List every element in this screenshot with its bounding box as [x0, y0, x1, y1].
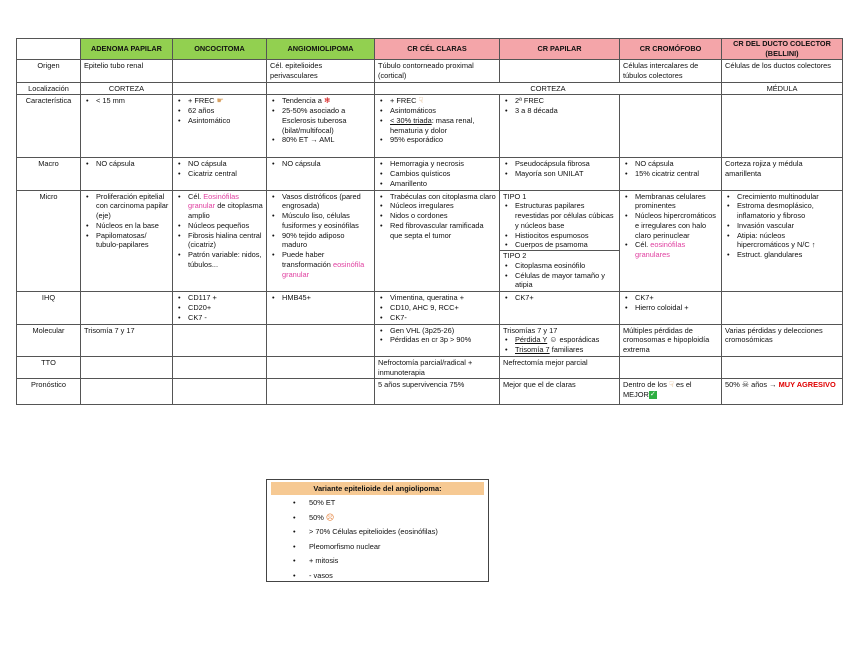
row-label: IHQ [17, 292, 81, 324]
list-item: • Pérdida Y ☺ esporádicas [515, 335, 616, 345]
type-1-heading: TIPO 1 [503, 191, 527, 201]
list-item: • > 70% Células epitelioides (eosinófilas) [309, 527, 488, 536]
cell [173, 190, 267, 292]
col-oncocitoma: ONCOCITOMA [173, 39, 267, 60]
cell: Células de los ductos colectores [722, 60, 843, 83]
list-item: • Estruct. glandulares [737, 250, 839, 260]
list-item: • NO cápsula [635, 159, 718, 169]
cell [620, 190, 722, 292]
list-item: • Cél. eosinófilas granulares [635, 240, 718, 260]
cell [267, 292, 375, 324]
list-item: • CK7- [390, 313, 496, 323]
face-icon: ☺ [549, 335, 558, 345]
list-item: • Núcleos irregulares [390, 201, 496, 211]
list-item: • Cicatriz central [188, 169, 263, 179]
list-item: • Nidos o cordones [390, 211, 496, 221]
cell: Dentro de los ☟ es el MEJOR✓ [620, 379, 722, 405]
list-item: • Núcleos en la base [96, 221, 169, 231]
cell [267, 82, 375, 95]
face-icon: ☹ [325, 512, 335, 522]
row-micro [17, 190, 843, 292]
list-item: • - vasos [309, 571, 488, 580]
row-localizacion [17, 82, 843, 95]
cell: Cél. epitelioides perivasculares [267, 60, 375, 83]
row-macro [17, 158, 843, 190]
cell [267, 190, 375, 292]
list-item: • 2ª FREC [515, 96, 616, 106]
cell [500, 95, 620, 158]
list-item: • 62 años [188, 106, 263, 116]
blood-drop-icon: ❄ [323, 96, 331, 106]
list-item: • + FREC ☛ [188, 96, 263, 106]
cell: Epitelio tubo renal [81, 60, 173, 83]
cell [173, 95, 267, 158]
col-angiomiolipoma: ANGIOMIOLIPOMA [267, 39, 375, 60]
cell [173, 158, 267, 190]
check-icon: ✓ [649, 391, 656, 399]
list-item: • Hierro coloidal + [635, 303, 718, 313]
row-pronostico [17, 379, 843, 405]
cell [375, 292, 500, 324]
list-item: • Tendencia a ❄ [282, 96, 371, 106]
cell: CORTEZA [81, 82, 173, 95]
row-label: Molecular [17, 324, 81, 356]
cell: CORTEZA [375, 82, 722, 95]
cell [620, 292, 722, 324]
cell: Varias pérdidas y delecciones cromosómicas [722, 324, 843, 356]
list-item: • Cél. Eosinófilas granular de citoplasma amplio [188, 192, 263, 221]
cell [81, 356, 173, 379]
cell: 50% ☠ años → MUY AGRESIVO [722, 379, 843, 405]
cell [500, 158, 620, 190]
list-item: • 95% esporádico [390, 135, 496, 145]
list-item: • Estructuras papilares revestidas por células cúbicas y núcleos base [515, 201, 616, 230]
cell: Múltiples pérdidas de cromosomas e hipoploidía extrema [620, 324, 722, 356]
row-label: Localización [17, 82, 81, 95]
list-item: • Membranas celulares prominentes [635, 192, 718, 212]
row-ihq [17, 292, 843, 324]
list-item: • < 30% triada: masa renal, hematuria y dolor [390, 116, 496, 136]
list-item: • Papilomatosas/ tubulo-papilares [96, 231, 169, 251]
cell [81, 379, 173, 405]
list-item: • Proliferación epitelial con carcinoma papilar (eje) [96, 192, 169, 221]
list-item: • NO cápsula [96, 159, 169, 169]
cell [173, 82, 267, 95]
list-item: • < 15 mm [96, 96, 169, 106]
list-item: • Red fibrovascular ramificada que septa el tumor [390, 221, 496, 241]
thumbs-up-icon: ☟ [669, 380, 674, 390]
cell [722, 292, 843, 324]
list-item: • Patrón variable: nidos, túbulos... [188, 250, 263, 270]
list-item: • NO cápsula [188, 159, 263, 169]
header-row [17, 39, 843, 60]
col-cr-papilar: CR PAPILAR [500, 39, 620, 60]
list-item: • Vimentina, queratina + [390, 293, 496, 303]
list-item: • Cuerpos de psamoma [515, 240, 616, 250]
list-item: • CK7 - [188, 313, 263, 323]
cell [375, 190, 500, 292]
row-label: Micro [17, 190, 81, 292]
list-item: • Pseudocápsula fibrosa [515, 159, 616, 169]
list-item: • Puede haber transformación eosinófila granular [282, 250, 371, 279]
list-item: • CD117 + [188, 293, 263, 303]
cell [81, 95, 173, 158]
cell [500, 60, 620, 83]
row-molecular [17, 324, 843, 356]
cell: Nefrectomía mejor parcial [500, 356, 620, 379]
list-item: • Hemorragia y necrosis [390, 159, 496, 169]
skull-icon: ☠ [741, 380, 750, 390]
col-cr-cromofobo: CR CROMÓFOBO [620, 39, 722, 60]
cell [267, 95, 375, 158]
cell [375, 158, 500, 190]
list-item: • 50% ET [309, 498, 488, 507]
thumbs-up-icon: ☟ [418, 96, 424, 106]
cell [375, 95, 500, 158]
list-item: • 3 a 8 década [515, 106, 616, 116]
list-item: • Vasos distróficos (pared engrosada) [282, 192, 371, 212]
cell [722, 95, 843, 158]
cell: Nefroctomía parcial/radical + inmunoterapia [375, 356, 500, 379]
cell [620, 95, 722, 158]
cell: Corteza rojiza y médula amarillenta [722, 158, 843, 190]
list-item: • Núcleos pequeños [188, 221, 263, 231]
col-cr-cel-claras: CR CÉL CLARAS [375, 39, 500, 60]
row-label: TTO [17, 356, 81, 379]
row-label: Pronóstico [17, 379, 81, 405]
corner-cell [17, 39, 81, 60]
list-item: • Pérdidas en cr 3p > 90% [390, 335, 496, 345]
cell [722, 356, 843, 379]
list-item: • 15% cicatriz central [635, 169, 718, 179]
list-item: • Asintomáticos [390, 106, 496, 116]
row-label: Macro [17, 158, 81, 190]
list-item: • + FREC ☟ [390, 96, 496, 106]
cell [267, 158, 375, 190]
list-item: • Asintomático [188, 116, 263, 126]
list-item: • Mayoría son UNILAT [515, 169, 616, 179]
cell: Túbulo contorneado proximal (cortical) [375, 60, 500, 83]
row-origen [17, 60, 843, 83]
list-item: • Citoplasma eosinófilo [515, 261, 616, 271]
list-item: • Cambios quísticos [390, 169, 496, 179]
cell [620, 158, 722, 190]
list-item: • HMB45+ [282, 293, 371, 303]
cell: MÉDULA [722, 82, 843, 95]
cell [173, 60, 267, 83]
list-item: • Crecimiento multinodular [737, 192, 839, 202]
list-item: • NO cápsula [282, 159, 371, 169]
cell [375, 324, 500, 356]
list-item: • 50% ☹ [309, 513, 488, 522]
cell: 5 años supervivencia 75% [375, 379, 500, 405]
list-item: • 25-50% asociado a Esclerosis tuberosa (bilat/multifocal) [282, 106, 371, 135]
cell [173, 379, 267, 405]
cell [500, 292, 620, 324]
row-label: Característica [17, 95, 81, 158]
list-item: • Gen VHL (3p25-26) [390, 326, 496, 336]
epithelioid-variant-box [266, 479, 489, 582]
cell [173, 292, 267, 324]
list-item: • Invasión vascular [737, 221, 839, 231]
row-label: Origen [17, 60, 81, 83]
cell: Trisomía 7 y 17 [81, 324, 173, 356]
list-item: • Células de mayor tamaño y atipia [515, 271, 616, 291]
cell [722, 190, 843, 292]
cell [500, 190, 620, 292]
cell [620, 356, 722, 379]
list-item: • Músculo liso, células fusiformes y eosinófilas [282, 211, 371, 231]
cell [173, 324, 267, 356]
list-item: • Histiocitos espumosos [515, 231, 616, 241]
list-item: • CD10, AHC 9, RCC+ [390, 303, 496, 313]
list-item: • Atipia: núcleos hipercromáticos y N/C ↑ [737, 231, 839, 251]
thumbs-up-icon: ☛ [216, 96, 224, 106]
list-item: • 90% tejido adiposo maduro [282, 231, 371, 251]
box-title: Variante epitelioide del angiolipoma: [271, 482, 484, 495]
list-item: • CK7+ [515, 293, 616, 303]
list-item: • Trabéculas con citoplasma claro [390, 192, 496, 202]
list-item: • CD20+ [188, 303, 263, 313]
cell: Células intercalares de túbulos colectores [620, 60, 722, 83]
col-cr-ducto-colector: CR DEL DUCTO COLECTOR (BELLINI) [722, 39, 843, 60]
cell [81, 158, 173, 190]
list-item: • Estroma desmoplásico, inflamatorio y fibroso [737, 201, 839, 221]
cell [500, 324, 620, 356]
type-2-heading: TIPO 2 [500, 250, 619, 261]
row-caracteristica [17, 95, 843, 158]
tumor-comparison-table [16, 38, 843, 405]
list-item: • Pleomorfismo nuclear [309, 542, 488, 551]
list-item: • Amarillento [390, 179, 496, 189]
row-tto [17, 356, 843, 379]
col-adenoma-papilar: ADENOMA PAPILAR [81, 39, 173, 60]
cell [267, 379, 375, 405]
cell [173, 356, 267, 379]
list-item: • + mitosis [309, 556, 488, 565]
cell-heading: Trisomías 7 y 17 [503, 325, 558, 335]
list-item: • CK7+ [635, 293, 718, 303]
list-item: • Fibrosis hialina central (cicatriz) [188, 231, 263, 251]
list-item: • Trisomía 7 familiares [515, 345, 616, 355]
list-item: • Núcleos hipercromáticos e irregulares con halo claro perinuclear [635, 211, 718, 240]
cell [267, 324, 375, 356]
cell [81, 190, 173, 292]
cell [267, 356, 375, 379]
list-item: • 80% ET → AML [282, 135, 371, 145]
cell [81, 292, 173, 324]
cell: Mejor que el de claras [500, 379, 620, 405]
